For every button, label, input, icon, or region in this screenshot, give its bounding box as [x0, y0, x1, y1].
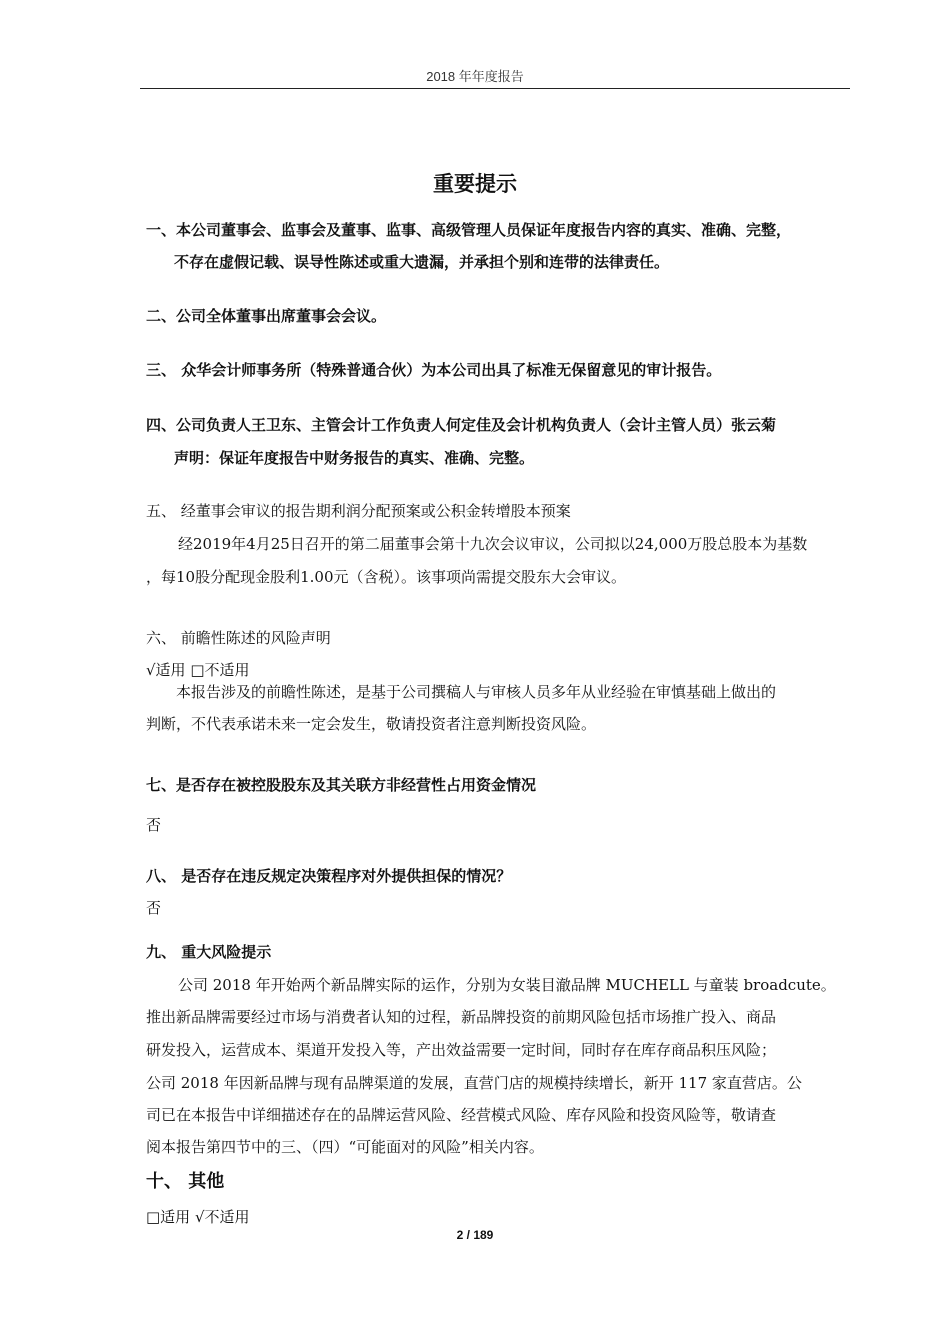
item-9-body-line-6: 阅本报告第四节中的三、（四）“可能面对的风险”相关内容。 [146, 1138, 544, 1156]
page-number: 2 / 189 [456, 1228, 494, 1242]
item-5-body-line-1: 经2019年4月25日召开的第二届董事会第十九次会议审议，公司拟以24,000万股总股本为基数 [178, 535, 808, 553]
item-9-body-line-5: 司已在本报告中详细描述存在的品牌运营风险、经营模式风险、库存风险和投资风险等，敬请查 [146, 1106, 777, 1124]
item-9-body-line-4: 公司 2018 年因新品牌与现有品牌渠道的发展，直营门店的规模持续增长，新开 117 家直营店。公 [146, 1074, 802, 1092]
item-5-heading: 五、 经董事会审议的报告期利润分配预案或公积金转增股本预案 [146, 502, 571, 520]
item-9-heading: 九、 重大风险提示 [146, 943, 272, 961]
item-3-line-1: 三、 众华会计师事务所（特殊普通合伙）为本公司出具了标准无保留意见的审计报告。 [146, 361, 722, 379]
item-5-body-line-2: ，每10股分配现金股利1.00元（含税）。该事项尚需提交股东大会审议。 [146, 568, 626, 586]
item-6-options: √适用 □不适用 [146, 661, 250, 679]
item-4-line-2: 声明：保证年度报告中财务报告的真实、准确、完整。 [174, 449, 535, 467]
item-8-heading: 八、 是否存在违反规定决策程序对外提供担保的情况？ [146, 867, 512, 885]
running-header: 2018 年年度报告 [426, 69, 524, 84]
item-8-answer: 否 [146, 899, 162, 917]
item-6-body-line-2: 判断，不代表承诺未来一定会发生，敬请投资者注意判断投资风险。 [146, 715, 597, 733]
item-10-options: □适用 √不适用 [146, 1208, 250, 1226]
item-9-body-line-3: 研发投入，运营成本、渠道开发投入等，产出效益需要一定时间，同时存在库存商品积压风险； [146, 1041, 777, 1059]
page-title: 重要提示 [433, 171, 517, 196]
item-1-line-1: 一、本公司董事会、监事会及董事、监事、高级管理人员保证年度报告内容的真实、准确、完整， [146, 221, 792, 239]
item-4-line-1: 四、公司负责人王卫东、主管会计工作负责人何定佳及会计机构负责人（会计主管人员）张云菊 [146, 416, 777, 434]
header-divider [140, 88, 850, 89]
item-9-body-line-1: 公司 2018 年开始两个新品牌实际的运作，分别为女装目澈品牌 MUCHELL 与童装 broadcute。 [178, 976, 836, 994]
item-6-heading: 六、 前瞻性陈述的风险声明 [146, 629, 331, 647]
item-7-heading: 七、是否存在被控股股东及其关联方非经营性占用资金情况 [146, 776, 537, 794]
item-10-heading: 十、 其他 [146, 1171, 225, 1192]
item-9-body-line-2: 推出新品牌需要经过市场与消费者认知的过程，新品牌投资的前期风险包括市场推广投入、商品 [146, 1008, 777, 1026]
item-1-line-2: 不存在虚假记载、误导性陈述或重大遗漏，并承担个别和连带的法律责任。 [174, 253, 670, 271]
item-7-answer: 否 [146, 816, 162, 834]
item-6-body-line-1: 本报告涉及的前瞻性陈述，是基于公司撰稿人与审核人员多年从业经验在审慎基础上做出的 [176, 683, 777, 701]
item-2-line-1: 二、公司全体董事出席董事会会议。 [146, 307, 387, 325]
